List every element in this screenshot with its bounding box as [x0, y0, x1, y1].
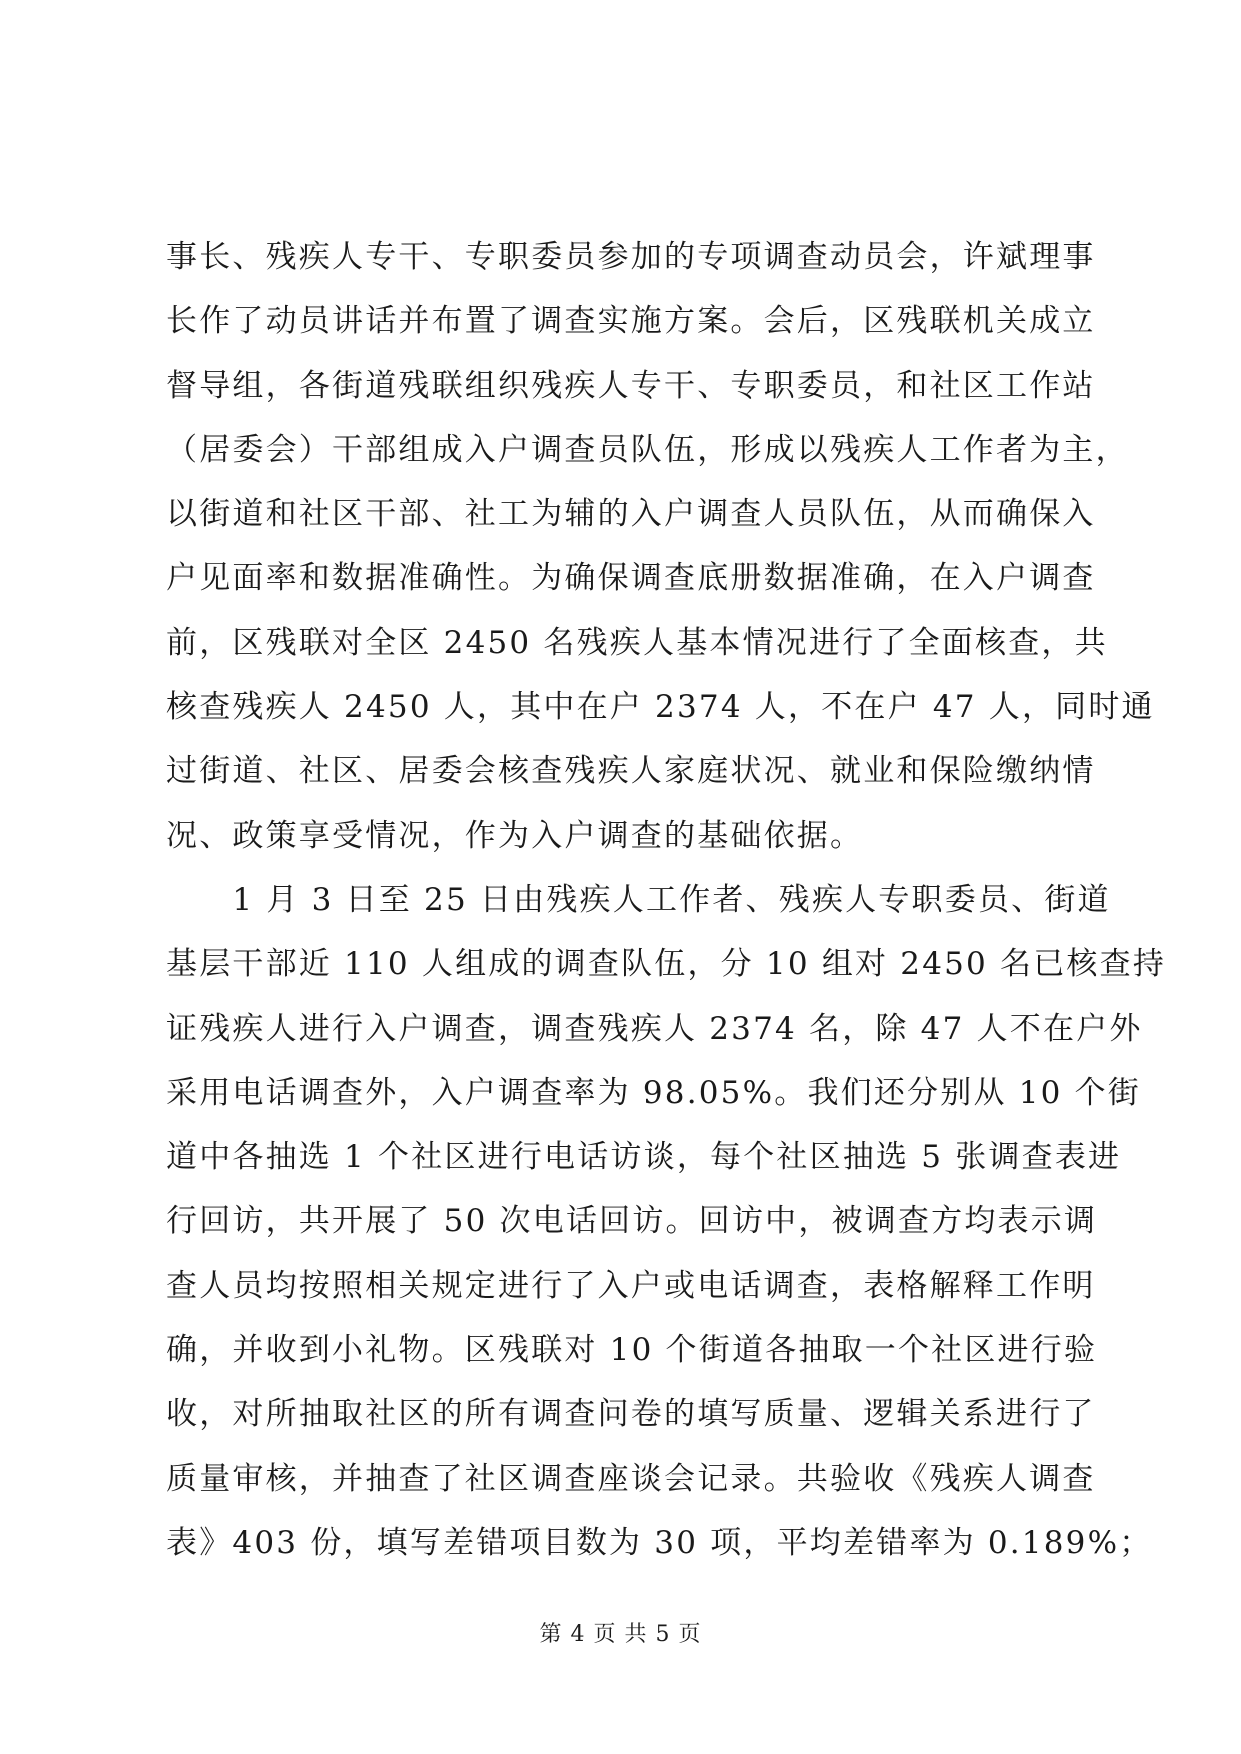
text-line: 证残疾人进行入户调查，调查残疾人 2374 名，除 47 人不在户外 — [166, 1010, 1143, 1047]
text-line: 表》403 份，填写差错项目数为 30 项，平均差错率为 0.189%； — [166, 1524, 1153, 1561]
text-line: 确，并收到小礼物。区残联对 10 个街道各抽取一个社区进行验 — [166, 1332, 1098, 1369]
text-line: 督导组，各街道残联组织残疾人专干、专职委员，和社区工作站 — [166, 367, 1096, 404]
page-footer: 第 4 页 共 5 页 — [539, 1622, 702, 1647]
text-line: 查人员均按照相关规定进行了入户或电话调查，表格解释工作明 — [166, 1267, 1096, 1304]
text-line: 收，对所抽取社区的所有调查问卷的填写质量、逻辑关系进行了 — [166, 1396, 1096, 1433]
text-line: （居委会）干部组成入户调查员队伍，形成以残疾人工作者为主， — [166, 431, 1129, 468]
text-line: 事长、残疾人专干、专职委员参加的专项调查动员会，许斌理事 — [166, 239, 1096, 275]
text-line: 基层干部近 110 人组成的调查队伍，分 10 组对 2450 名已核查持 — [166, 946, 1167, 983]
text-line: 户见面率和数据准确性。为确保调查底册数据准确，在入户调查 — [166, 560, 1096, 597]
body-text — [166, 225, 1167, 1575]
text-line: 况、政策享受情况，作为入户调查的基础依据。 — [166, 817, 864, 854]
text-line: 行回访，共开展了 50 次电话回访。回访中，被调查方均表示调 — [166, 1203, 1098, 1240]
text-line: 质量审核，并抽查了社区调查座谈会记录。共验收《残疾人调查 — [166, 1460, 1096, 1497]
text-line: 采用电话调查外，入户调查率为 98.05%。我们还分别从 10 个街 — [166, 1074, 1142, 1111]
text-line: 以街道和社区干部、社工为辅的入户调查人员队伍，从而确保入 — [166, 496, 1096, 533]
text-line: 前，区残联对全区 2450 名残疾人基本情况进行了全面核查，共 — [166, 624, 1108, 661]
text-line: 道中各抽选 1 个社区进行电话访谈，每个社区抽选 5 张调查表进 — [166, 1139, 1122, 1176]
text-line: 过街道、社区、居委会核查残疾人家庭状况、就业和保险缴纳情 — [166, 753, 1096, 790]
text-line: 长作了动员讲话并布置了调查实施方案。会后，区残联机关成立 — [166, 303, 1096, 340]
text-line: 核查残疾人 2450 人，其中在户 2374 人，不在户 47 人，同时通 — [166, 689, 1155, 726]
text-line: 1 月 3 日至 25 日由残疾人工作者、残疾人专职委员、街道 — [166, 881, 1111, 918]
